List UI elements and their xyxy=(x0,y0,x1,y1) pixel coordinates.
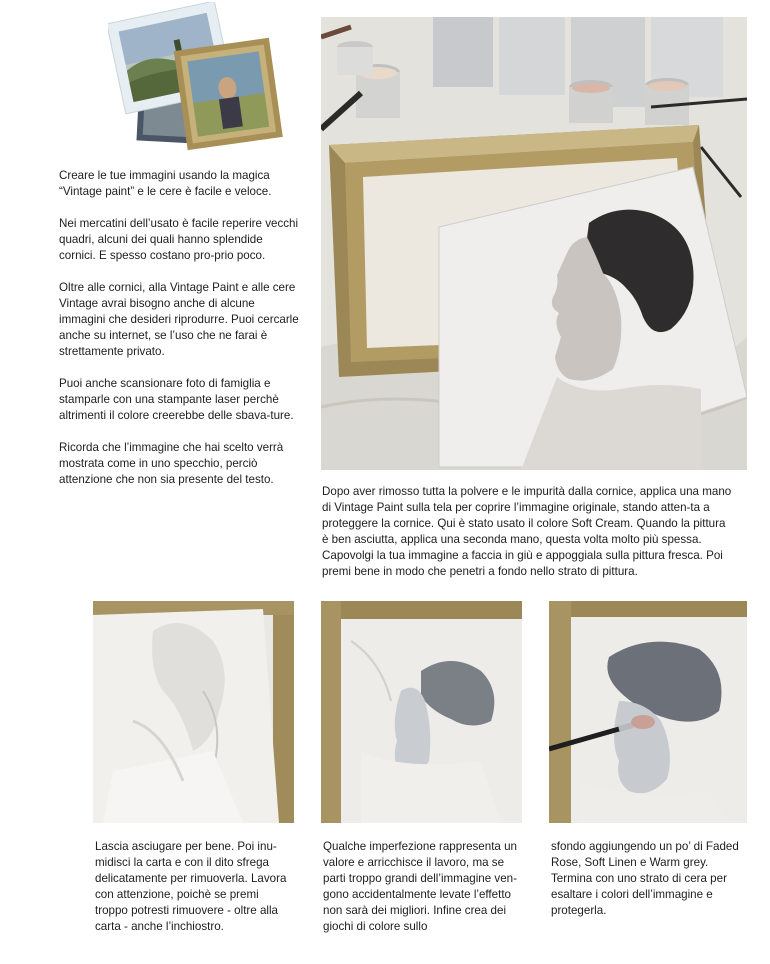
markets-paragraph: Nei mercatini dell’usato è facile reperire vecchi quadri, alcuni dei quali hanno splendide cornici. E spesso costano pro-prio poco. xyxy=(59,217,299,262)
step-3-caption: sfondo aggiungendo un po’ di Faded Rose, Soft Linen e Warm grey. Termina con uno strato di cera per esaltare i colori dell’immagine e protegerla. xyxy=(551,840,739,917)
step-2-revealed-image-photo xyxy=(321,601,522,823)
intro-paragraph: Creare le tue immagini usando la magica “Vintage paint” e le cere è facile e veloce. xyxy=(59,169,272,198)
intro-text-column xyxy=(59,168,299,504)
framed-paintings-photo xyxy=(108,2,288,158)
step-1-wet-paper-photo xyxy=(93,601,294,823)
mirror-paragraph: Ricorda che l’immagine che hai scelto verrà mostrata come in uno specchio, perciò attenzione che non sia presente del testo. xyxy=(59,441,284,486)
materials-paragraph: Oltre alle cornici, alla Vintage Paint e alle cere Vintage avrai bisogno anche di alcune immagini che desideri riprodurre. Puoi cercarle anche su internet, se l’uso che ne farai è strettamente privato. xyxy=(59,281,299,358)
step-3-color-brush-photo xyxy=(549,601,747,823)
main-photo-caption: Dopo aver rimosso tutta la polvere e le impurità dalla cornice, applica una mano di Vintage Paint sulla tela per coprire l’immagine originale, stando atten-ta a proteggere la cornice. Qui è stato usato il colore Soft Cream. Quando la pittura è ben asciutta, applica una seconda mano, questa volta molto più spessa. Capovolgi la tua immagine a faccia in giù e appoggiala sulla pittura fresca. Poi premi bene in modo che penetri a fondo nello strato di pittura. xyxy=(322,485,732,578)
scan-paragraph: Puoi anche scansionare foto di famiglia e stamparle con una stampante laser perchè altrimenti il colore creerebbe delle sbava-ture. xyxy=(59,377,294,422)
step-2-caption: Qualche imperfezione rappresenta un valore e arricchisce il lavoro, ma se parti troppo grandi dell’immagine ven-gono accidentalmente levate l’effetto non sarà dei migliori. Infine crea dei giochi di colore sullo xyxy=(323,840,517,933)
main-frame-photo xyxy=(321,17,747,470)
step-1-caption: Lascia asciugare per bene. Poi inu-midisci la carta e con il dito sfrega delicatamente per rimuoverla. Lavora con attenzione, poichè se premi troppo potresti rimuovere - oltre alla carta - anche l’inchiostro. xyxy=(95,840,287,933)
